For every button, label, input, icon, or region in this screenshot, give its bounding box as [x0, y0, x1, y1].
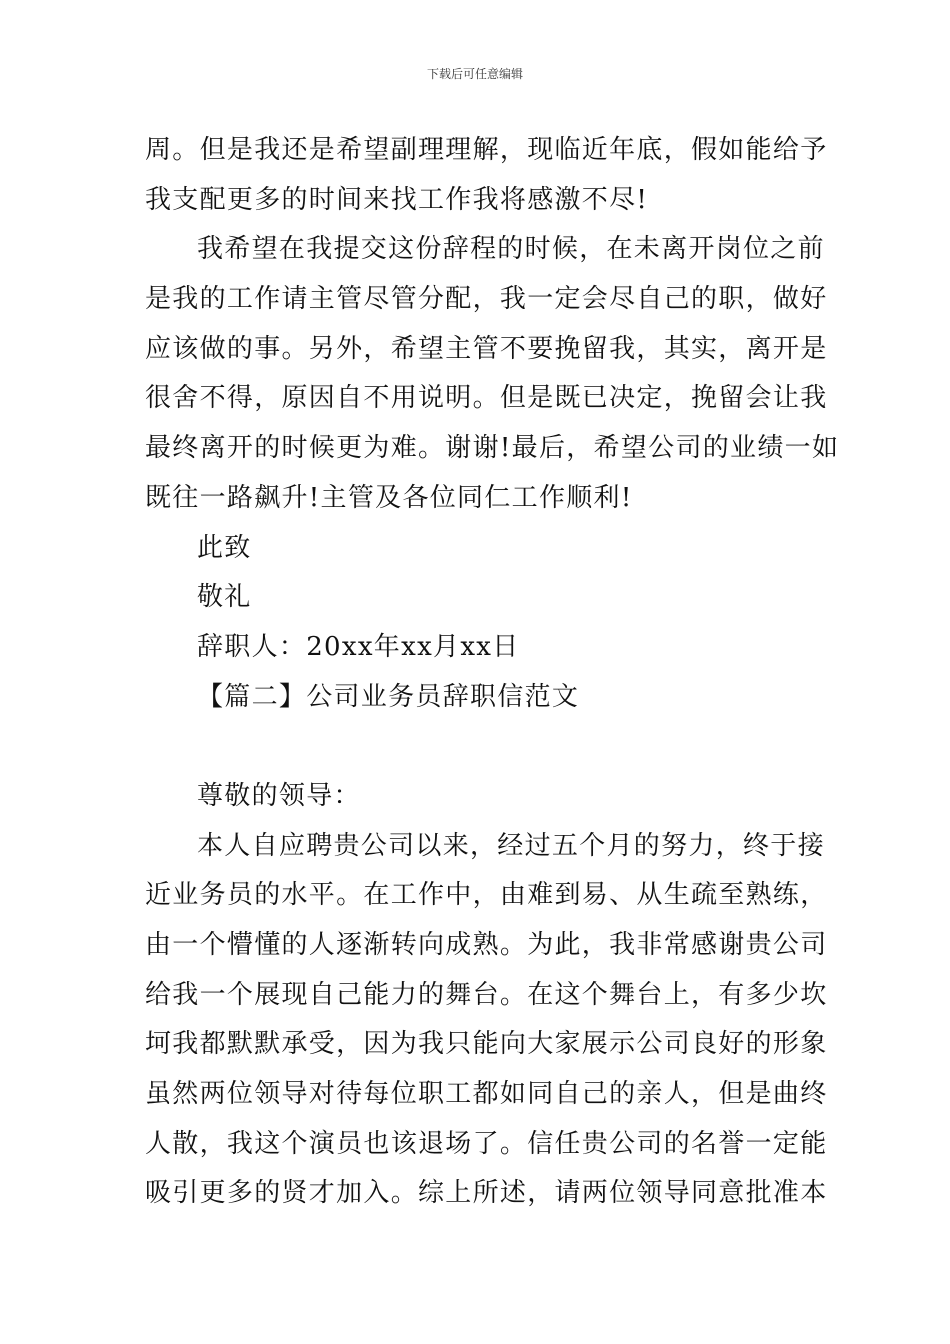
section-title: 【篇二】公司业务员辞职信范文	[197, 681, 580, 712]
text-line: 我希望在我提交这份辞程的时候，在未离开岗位之前	[197, 234, 825, 265]
text-line: 吸引更多的贤才加入。综上所述，请两位领导同意批准本	[145, 1178, 828, 1209]
signature-line: 辞职人：20xx年xx月xx日	[197, 631, 520, 662]
blank-line	[145, 722, 810, 772]
text-line: 应该做的事。另外，希望主管不要挽留我，其实，离开是	[145, 333, 828, 364]
text-line: 最终离开的时候更为难。谢谢!最后，希望公司的业绩一如	[145, 433, 840, 464]
salutation: 尊敬的领导：	[197, 780, 361, 811]
closing-line: 此致	[197, 532, 252, 563]
text-line: 人散，我这个演员也该退场了。信任贵公司的名誉一定能	[145, 1128, 828, 1159]
text-line: 虽然两位领导对待每位职工都如同自己的亲人，但是曲终	[145, 1079, 828, 1110]
text-line: 坷我都默默承受，因为我只能向大家展示公司良好的形象	[145, 1029, 828, 1060]
text-line: 给我一个展现自己能力的舞台。在这个舞台上，有多少坎	[145, 979, 828, 1010]
text-line: 很舍不得，原因自不用说明。但是既已决定，挽留会让我	[145, 383, 828, 414]
text-line: 既往一路飙升!主管及各位同仁工作顺利!	[145, 482, 633, 513]
text-line: 近业务员的水平。在工作中，由难到易、从生疏至熟练，	[145, 880, 828, 911]
text-line: 是我的工作请主管尽管分配，我一定会尽自己的职，做好	[145, 284, 828, 315]
text-line: 本人自应聘贵公司以来，经过五个月的努力，终于接	[197, 830, 825, 861]
closing-line: 敬礼	[197, 582, 252, 613]
text-line: 由一个懵懂的人逐渐转向成熟。为此，我非常感谢贵公司	[145, 930, 828, 960]
document-body	[145, 126, 840, 1219]
page-header: 下载后可任意编辑	[426, 67, 523, 81]
text-line: 我支配更多的时间来找工作我将感激不尽!	[145, 184, 649, 215]
text-line: 周。但是我还是希望副理理解，现临近年底，假如能给予	[145, 135, 828, 165]
